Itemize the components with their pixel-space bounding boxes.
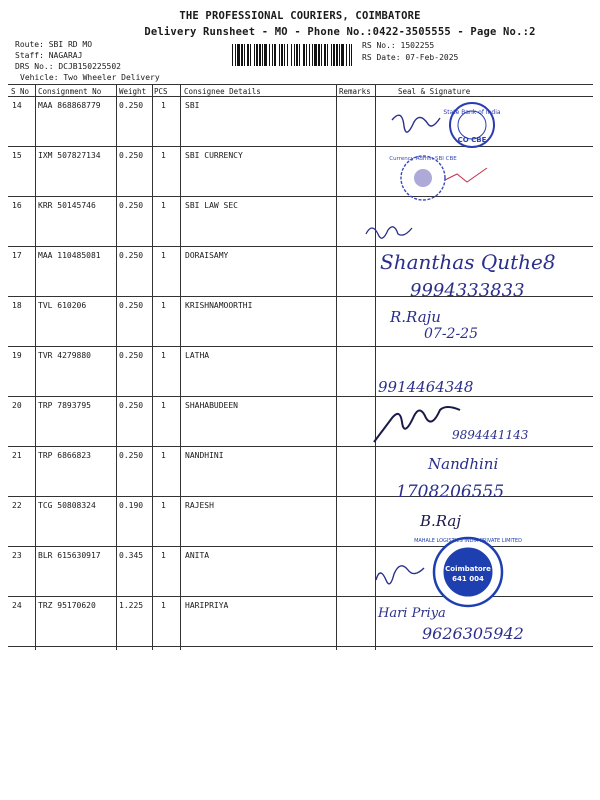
row-weight: 0.250 (119, 151, 144, 160)
staff-label: Staff: NAGARAJ (15, 51, 83, 60)
row-sno: 16 (12, 201, 22, 210)
col-header-sno: S No (11, 87, 30, 96)
row-sno: 17 (12, 251, 22, 260)
row-pcs: 1 (161, 201, 166, 210)
row-consignee: HARIPRIYA (185, 601, 229, 610)
row-sno: 14 (12, 101, 22, 110)
row-sno: 19 (12, 351, 22, 360)
col-header-remarks: Remarks (339, 87, 371, 96)
row-pcs: 1 (161, 151, 166, 160)
col-header-consignee: Consignee Details (184, 87, 261, 96)
row-sno: 24 (12, 601, 22, 610)
col-divider (152, 84, 153, 650)
row-consignment: TCG 50808324 (38, 501, 96, 510)
handwritten-name: Shanthas Quthe8 (380, 250, 556, 274)
rs-number: RS No.: 1502255 (362, 41, 435, 50)
handwritten-date: 07-2-25 (424, 326, 478, 342)
signature-scribble (362, 220, 422, 250)
row-sno: 23 (12, 551, 22, 560)
row-sno: 21 (12, 451, 22, 460)
row-pcs: 1 (161, 501, 166, 510)
row-weight: 0.190 (119, 501, 144, 510)
row-consignee: NANDHINI (185, 451, 224, 460)
sbi-stamp (382, 100, 512, 150)
col-header-pcs: PCS (154, 87, 168, 96)
handwritten-phone: 1708206555 (396, 482, 505, 502)
col-divider (180, 84, 181, 650)
col-divider (35, 84, 36, 650)
col-header-seal: Seal & Signature (398, 87, 471, 96)
row-consignee: RAJESH (185, 501, 214, 510)
row-sno: 15 (12, 151, 22, 160)
handwritten-signature: R.Raju (390, 308, 441, 326)
row-sno: 18 (12, 301, 22, 310)
row-consignment: TRZ 95170620 (38, 601, 96, 610)
col-header-weight: Weight (119, 87, 147, 96)
sbi-currency-stamp (385, 150, 515, 202)
company-round-stamp (370, 520, 522, 610)
row-consignee: SBI CURRENCY (185, 151, 243, 160)
row-consignment: BLR 615630917 (38, 551, 101, 560)
row-weight: 0.250 (119, 351, 144, 360)
row-consignee: SBI (185, 101, 200, 110)
row-consignment: IXM 507827134 (38, 151, 101, 160)
col-divider (116, 84, 117, 650)
row-consignee: SHAHABUDEEN (185, 401, 238, 410)
row-pcs: 1 (161, 101, 166, 110)
col-divider (336, 84, 337, 650)
vehicle-label: Vehicle: Two Wheeler Delivery (20, 73, 160, 82)
row-rule (8, 496, 593, 497)
row-consignment: TRP 7893795 (38, 401, 91, 410)
row-rule (8, 346, 593, 347)
row-consignee: DORAISAMY (185, 251, 229, 260)
handwritten-name: Hari Priya (378, 606, 446, 621)
row-consignment: TVR 4279880 (38, 351, 91, 360)
stamp-pin: 641 004 (452, 575, 484, 583)
handwritten-name: Nandhini (428, 455, 499, 473)
row-consignee: SBI LAW SEC (185, 201, 238, 210)
company-title: THE PROFESSIONAL COURIERS, COIMBATORE (179, 10, 421, 22)
stamp-city: Coimbatore (445, 565, 491, 573)
sbi-stamp-center: CO CBE (457, 136, 487, 144)
row-consignee: ANITA (185, 551, 210, 560)
row-consignee: LATHA (185, 351, 210, 360)
sbi-stamp-ring: State Bank of India (443, 109, 501, 116)
row-pcs: 1 (161, 401, 166, 410)
row-consignment: KRR 50145746 (38, 201, 96, 210)
row-rule (8, 646, 593, 647)
row-weight: 0.250 (119, 451, 144, 460)
row-consignment: TVL 610206 (38, 301, 87, 310)
row-weight: 1.225 (119, 601, 144, 610)
table-top-rule (8, 84, 593, 85)
stamp-ring-text: MAHALE LOGISTICS INDIA PRIVATE LIMITED (414, 538, 522, 544)
row-sno: 20 (12, 401, 22, 410)
route-label: Route: SBI RD MO (15, 40, 93, 49)
row-rule (8, 246, 593, 247)
row-consignee: KRISHNAMOORTHI (185, 301, 253, 310)
row-pcs: 1 (161, 451, 166, 460)
runsheet-subtitle: Delivery Runsheet - MO - Phone No.:0422-3505555 - Page No.:2 (144, 26, 536, 38)
row-sno: 22 (12, 501, 22, 510)
row-consignment: MAA 868868779 (38, 101, 101, 110)
row-rule (8, 446, 593, 447)
row-weight: 0.250 (119, 401, 144, 410)
handwritten-phone: 9894441143 (452, 428, 529, 442)
barcode (232, 44, 352, 66)
row-weight: 0.250 (119, 101, 144, 110)
row-pcs: 1 (161, 251, 166, 260)
row-pcs: 1 (161, 301, 166, 310)
sbi-currency-ring: Currency Admin SBI CBE (389, 156, 457, 162)
table-header-rule (8, 96, 593, 97)
handwritten-phone: 9626305942 (422, 624, 524, 643)
row-weight: 0.250 (119, 201, 144, 210)
row-rule (8, 396, 593, 397)
row-pcs: 1 (161, 551, 166, 560)
col-header-consignment: Consignment No (38, 87, 102, 96)
row-consignment: MAA 110485081 (38, 251, 101, 260)
row-weight: 0.250 (119, 251, 144, 260)
handwritten-phone: 9914464348 (378, 378, 474, 396)
row-pcs: 1 (161, 601, 166, 610)
handwritten-signature: B.Raj (420, 512, 462, 530)
row-consignment: TRP 6866823 (38, 451, 91, 460)
drs-number: DRS No.: DCJB150225502 (15, 62, 121, 71)
handwritten-phone: 9994333833 (410, 280, 525, 301)
row-weight: 0.345 (119, 551, 144, 560)
row-weight: 0.250 (119, 301, 144, 310)
rs-date: RS Date: 07-Feb-2025 (362, 53, 459, 62)
row-pcs: 1 (161, 351, 166, 360)
